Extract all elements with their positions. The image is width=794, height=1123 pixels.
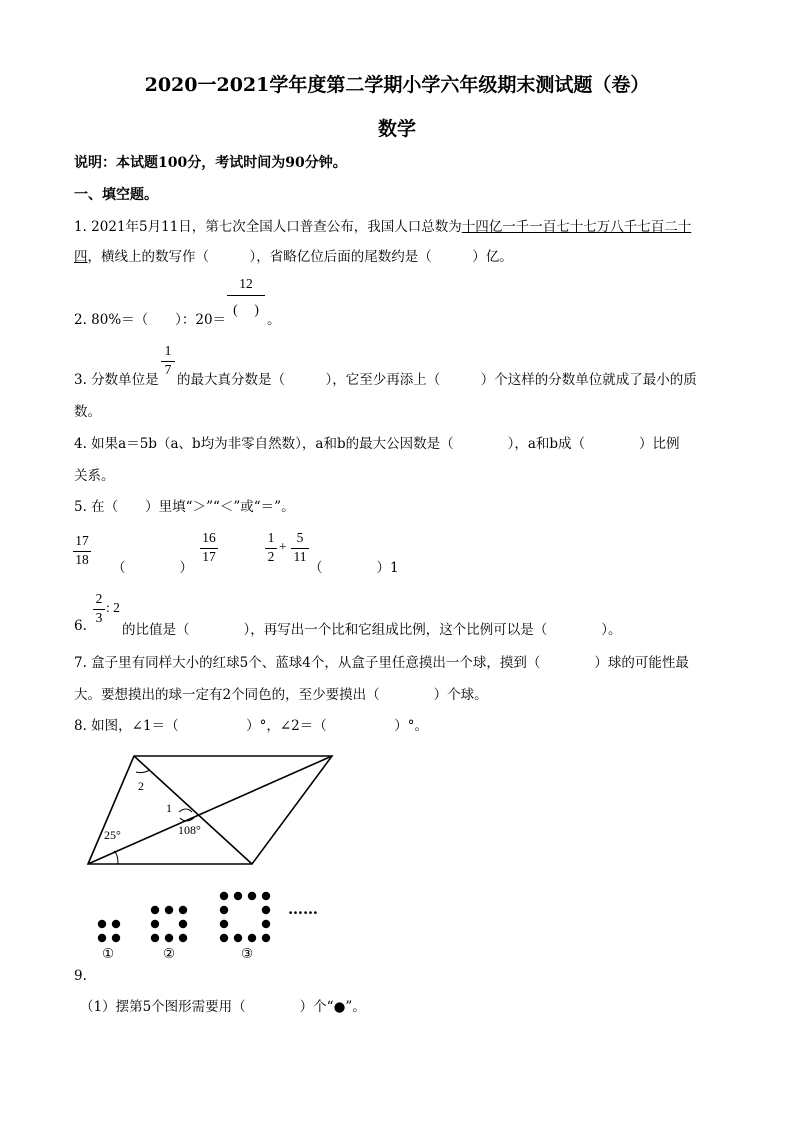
section-heading: 一、填空题。: [74, 187, 158, 203]
q2-fraction-numerator: 12: [239, 276, 253, 291]
q5-fraction2-denominator: 17: [202, 549, 216, 564]
pattern-1: [98, 920, 120, 942]
question-6-number: 6.: [74, 618, 87, 634]
question-3-line2: 数。: [74, 404, 101, 420]
q5-blank2: （ ）1: [309, 560, 399, 576]
page-title: 2020一2021学年度第二学期小学六年级期末测试题（卷）: [144, 74, 650, 96]
angle-label-25: 25°: [104, 828, 121, 842]
subject-title: 数学: [377, 118, 416, 140]
pattern-label-1: ①: [102, 946, 115, 962]
q6-ratio: : 2: [106, 600, 120, 615]
q1-text: 1. 2021年5月11日，第七次全国人口普查公布，我国人口总数为: [74, 219, 462, 235]
question-7-line1: 7. 盒子里有同样大小的红球5个、蓝球4个，从盒子里任意摸出一个球，摸到（ ）球的可能性最: [74, 655, 689, 671]
pattern-label-3: ③: [241, 946, 254, 962]
angle-label-108: 108°: [178, 823, 201, 837]
exam-note: 说明：本试题100分，考试时间为90分钟。: [74, 155, 347, 171]
q2-period: 。: [267, 312, 281, 328]
q5-fraction2-numerator: 16: [202, 530, 216, 545]
q6-fraction-denominator: 3: [95, 610, 103, 625]
q5-fraction3-numerator: 1: [267, 530, 275, 545]
diagonal-2: [88, 756, 332, 864]
q5-fraction1-numerator: 17: [75, 533, 89, 548]
question-1-line1: [74, 215, 691, 235]
angle-label-1: 1: [166, 801, 172, 815]
question-5: 5. 在（ ）里填“＞”“＜”或“＝”。: [74, 499, 295, 515]
q5-fraction3-denominator: 2: [267, 549, 275, 564]
pattern-2: [151, 906, 187, 942]
diagonal-1: [134, 756, 252, 864]
q2-fraction-denominator: ( ): [233, 302, 259, 317]
q3-fraction-denominator: 7: [164, 362, 172, 377]
q6-fraction-numerator: 2: [95, 591, 103, 606]
q1-underlined-end: 四: [74, 249, 88, 265]
pattern-label-2: ②: [163, 946, 176, 962]
q2-fraction-bar: [227, 295, 265, 296]
q5-fraction4-numerator: 5: [296, 530, 304, 545]
q3-fraction-numerator: 1: [164, 343, 172, 358]
pattern-ellipsis: ……: [288, 900, 318, 918]
question-8: 8. 如图，∠1＝（ ）°，∠2＝（ ）°。: [74, 718, 428, 734]
pattern-3: [220, 892, 270, 942]
question-4-line2: 关系。: [74, 468, 115, 484]
q5-plus-sign: +: [279, 539, 287, 554]
question-9-part-1: （1）摆第5个图形需要用（ ）个“●”。: [80, 999, 366, 1015]
q5-fraction4-denominator: 11: [293, 549, 307, 564]
parallelogram-figure: [84, 752, 344, 872]
q5-fraction1-denominator: 18: [75, 552, 89, 567]
question-1-line2: [74, 245, 513, 265]
angle-label-2: 2: [138, 779, 144, 793]
question-3-line1: 的最大真分数是（ ），它至少再添上（ ）个这样的分数单位就成了最小的质: [177, 372, 697, 388]
question-4-line1: 4. 如果a＝5b（a、b均为非零自然数），a和b的最大公因数是（ ），a和b成（ ）比例: [74, 436, 680, 452]
question-3-prefix: 3. 分数单位是: [74, 372, 159, 388]
q1-underlined-number: 十四亿一千一百七十七万八千七百二十: [461, 219, 692, 235]
q1-text-b: ，横线上的数写作（ ），省略亿位后面的尾数约是（ ）亿。: [87, 249, 513, 265]
question-2: 2. 80%＝（ ）：20＝: [74, 312, 227, 328]
q5-blank1: （ ）: [112, 560, 193, 576]
angle-1-arc: [179, 809, 192, 812]
question-7-line2: 大。要想摸出的球一定有2个同色的，至少要摸出（ ）个球。: [74, 687, 488, 703]
angle-2-arc: [136, 770, 150, 773]
question-6-text: 的比值是（ ），再写出一个比和它组成比例，这个比例可以是（ ）。: [122, 622, 622, 638]
question-9-number: 9.: [74, 968, 87, 984]
